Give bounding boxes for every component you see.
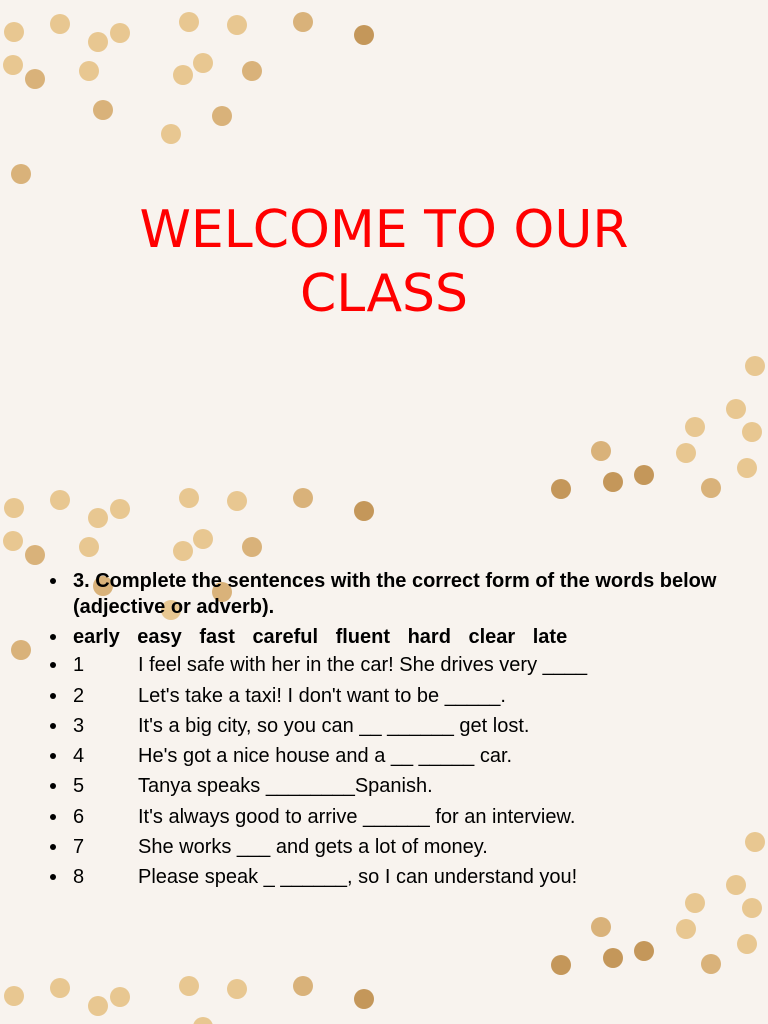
sentence-number: 2 — [73, 684, 85, 707]
sentence-number: 1 — [73, 654, 85, 677]
sentence-text: It's a big city, so you can __ ______ get lost. — [138, 714, 530, 737]
sentence-item — [48, 743, 728, 769]
slide-exercise — [0, 488, 768, 1024]
sentence-text: She works ___ and gets a lot of money. — [138, 836, 488, 859]
title-line-2: CLASS — [299, 264, 469, 324]
sentence-number: 5 — [73, 775, 85, 798]
title-line-1: WELCOME TO OUR — [139, 200, 629, 260]
sentence-number: 3 — [73, 714, 85, 737]
welcome-title — [0, 198, 768, 326]
sentence-text: I feel safe with her in the car! She drives very ____ — [138, 654, 588, 677]
sentence-item — [48, 773, 728, 799]
sentence-text: Tanya speaks ________Spanish. — [138, 775, 433, 798]
sentence-item — [48, 683, 728, 709]
sentence-number: 8 — [73, 866, 85, 889]
sentence-item — [48, 652, 728, 678]
sentence-item — [48, 713, 728, 739]
sentence-number: 4 — [73, 745, 85, 768]
sentence-text: Let's take a taxi! I don't want to be _____. — [138, 684, 506, 707]
sentence-number: 7 — [73, 836, 85, 859]
sentence-text: It's always good to arrive ______ for an interview. — [138, 805, 576, 828]
sentence-item — [48, 834, 728, 860]
sentence-number: 6 — [73, 805, 85, 828]
instruction-item: 3. Complete the sentences with the correct form of the words below (adjective or adverb). — [48, 568, 728, 620]
exercise-list — [48, 568, 728, 895]
sentence-text: He's got a nice house and a __ _____ car. — [138, 745, 513, 768]
sentence-item — [48, 804, 728, 830]
sentence-text: Please speak _ ______, so I can understand you! — [138, 866, 578, 889]
sentence-item — [48, 864, 728, 890]
word-bank-item: early easy fast careful fluent hard clear late — [48, 624, 728, 650]
